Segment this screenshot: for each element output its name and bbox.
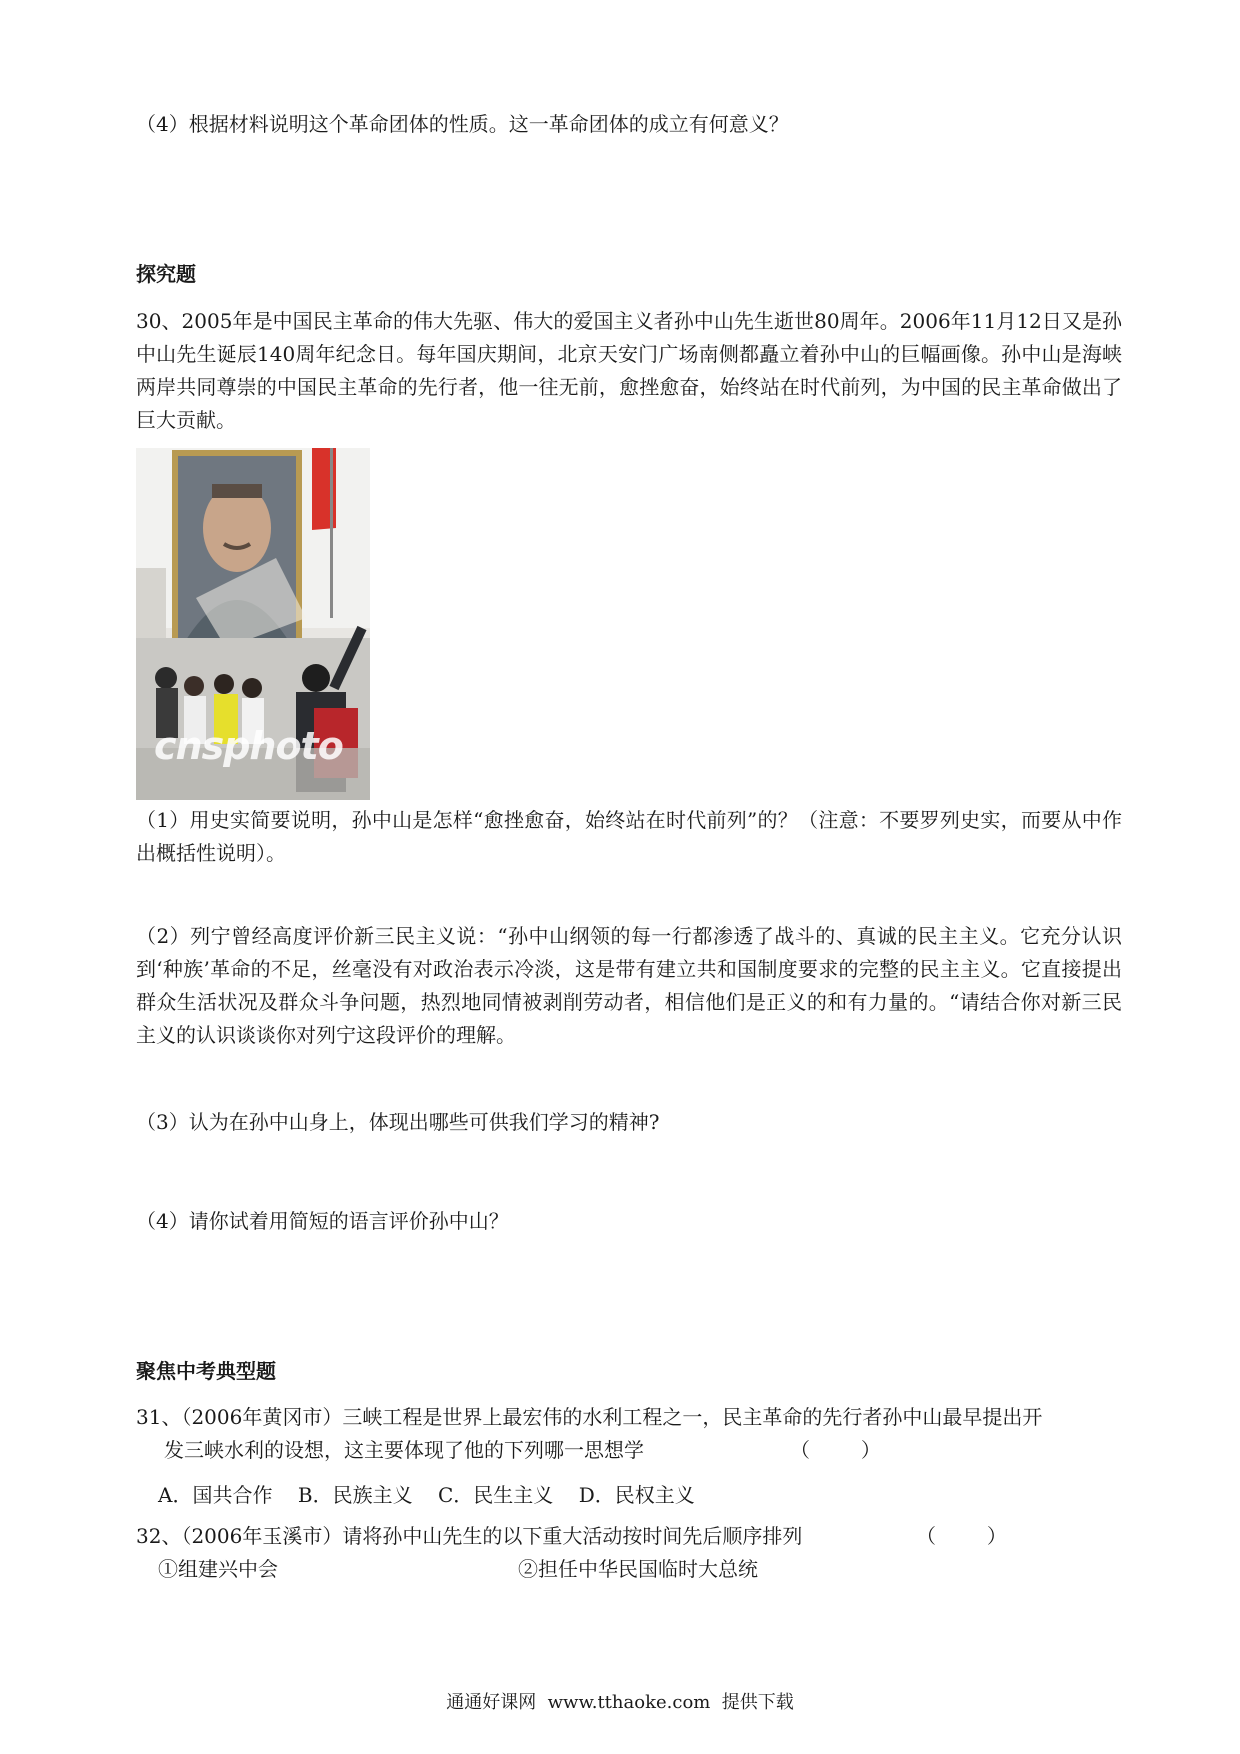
- section-heading-explore: 探究题: [136, 262, 196, 286]
- q31-line1: 31、（2006年黄冈市）三峡工程是世界上最宏伟的水利工程之一，民主革命的先行者孙中山最早提出开: [136, 1405, 1043, 1429]
- q29-item4: （4）根据材料说明这个革命团体的性质。这一革命团体的成立有何意义？: [136, 112, 789, 136]
- q30-sub1: （1）用史实简要说明，孙中山是怎样“愈挫愈奋，始终站在时代前列”的？（注意：不要罗列史实，而要从中作出概括性说明）。: [136, 808, 1122, 865]
- sun-yat-sen-portrait-photo: [136, 448, 370, 800]
- q30-sub4: （4）请你试着用简短的语言评价孙中山？: [136, 1209, 509, 1233]
- q32-option2: ②担任中华民国临时大总统: [518, 1557, 758, 1581]
- q32-option1: ①组建兴中会: [158, 1557, 278, 1581]
- section-heading-focus: 聚焦中考典型题: [136, 1359, 276, 1383]
- q30-sub3: （3）认为在孙中山身上，体现出哪些可供我们学习的精神?: [136, 1110, 660, 1134]
- q32-answer-blank: （ ）: [916, 1524, 1007, 1548]
- q31-answer-blank: （ ）: [790, 1438, 881, 1462]
- q31-line2: 发三峡水利的设想，这主要体现了他的下列哪一思想学: [164, 1438, 644, 1462]
- q30-sub2: （2）列宁曾经高度评价新三民主义说：“孙中山纲领的每一行都渗透了战斗的、真诚的民主主义。它充分认识到‘种族’革命的不足，丝毫没有对政治表示冷淡，这是带有建立共和国制度要求的完整的民主主义。它直接提出群众生活状况及群众斗争问题，热烈地同情被剥削劳动者，相信他们是正义的和有力量的。“请结合你对新三民主义的认识谈谈你对列宁这段评价的理解。: [136, 924, 1122, 1047]
- q32-stem: 32、（2006年玉溪市）请将孙中山先生的以下重大活动按时间先后顺序排列: [136, 1524, 803, 1548]
- q30-text: 30、2005年是中国民主革命的伟大先驱、伟大的爱国主义者孙中山先生逝世80周年。2006年11月12日又是孙中山先生诞辰140周年纪念日。每年国庆期间，北京天安门广场南侧都矗立着孙中山的巨幅画像。孙中山是海峡两岸共同尊崇的中国民主革命的先行者，他一往无前，愈挫愈奋，始终站在时代前列，为中国的民主革命做出了巨大贡献。: [136, 309, 1122, 432]
- photo-watermark: cnsphoto: [154, 724, 343, 768]
- page-footer: 通通好课网 www.tthaoke.com 提供下载: [446, 1692, 794, 1713]
- q31-options: A．国共合作 B．民族主义 C．民生主义 D．民权主义: [158, 1483, 695, 1507]
